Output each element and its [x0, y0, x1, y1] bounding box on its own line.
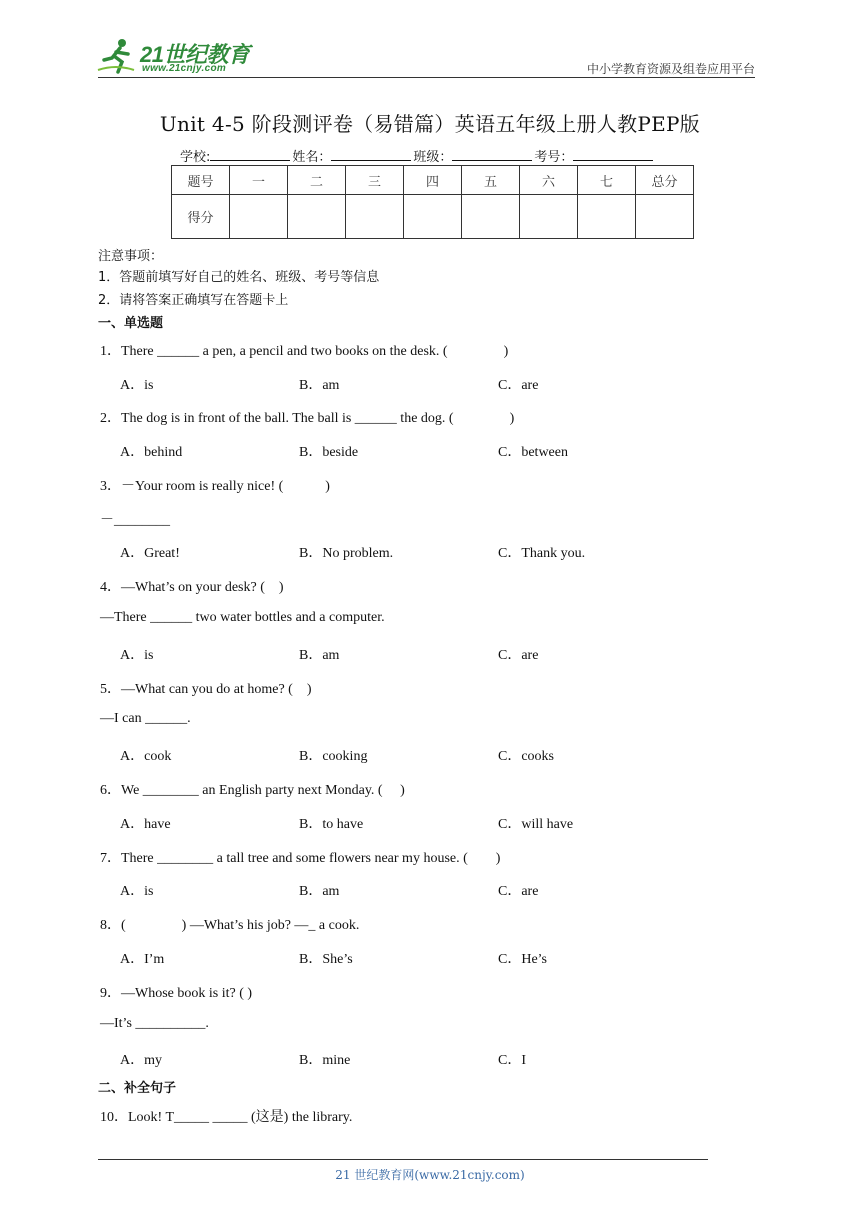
option-a[interactable]: A．is [120, 378, 154, 393]
header-platform-text: 中小学教育资源及组卷应用平台 [586, 62, 755, 76]
logo [96, 36, 256, 76]
score-table-header-row [172, 166, 694, 195]
score-cell[interactable] [346, 195, 404, 239]
option-c[interactable]: C．are [498, 884, 539, 899]
table-cell: 二 [288, 166, 346, 195]
question-5: 5．—What can you do at home? ( ) [100, 682, 312, 697]
option-a[interactable]: A．Great! [120, 546, 180, 561]
table-cell: 题号 [172, 166, 230, 195]
question-10: 10．Look! T_____ _____ (这是) the library. [100, 1110, 353, 1125]
option-c[interactable]: C．between [498, 445, 568, 460]
option-b[interactable]: B．am [299, 378, 340, 393]
logo-url: www.21cnjy.com [142, 63, 227, 74]
option-a[interactable]: A．cook [120, 749, 172, 764]
student-info-line [180, 146, 655, 165]
option-c[interactable]: C．will have [498, 817, 574, 832]
table-cell: 得分 [172, 195, 230, 239]
score-cell[interactable] [520, 195, 578, 239]
option-b[interactable]: B．mine [299, 1053, 351, 1068]
table-cell: 三 [346, 166, 404, 195]
note-item: 1．答题前填写好自己的姓名、班级、考号等信息 [98, 270, 380, 285]
class-label: 班级： [413, 150, 453, 165]
score-cell[interactable] [230, 195, 288, 239]
question-5-response: —I can ______. [100, 711, 191, 726]
option-a[interactable]: A．I’m [120, 952, 165, 967]
option-b[interactable]: B．am [299, 648, 340, 663]
footer-text: 21 世纪教育网(www.21cnjy.com) [335, 1168, 525, 1182]
note-item: 2．请将答案正确填写在答题卡上 [98, 293, 289, 308]
question-7: 7．There ________ a tall tree and some flowers near my house. ( ) [100, 851, 501, 866]
logo-text: 世纪教育 [163, 42, 250, 67]
score-cell[interactable] [404, 195, 462, 239]
table-cell: 五 [462, 166, 520, 195]
table-cell: 七 [578, 166, 636, 195]
question-4-response: —There ______ two water bottles and a computer. [100, 610, 385, 625]
option-c[interactable]: C．are [498, 378, 539, 393]
class-blank[interactable] [452, 148, 532, 161]
question-3-response: －________ [100, 513, 170, 528]
score-cell[interactable] [288, 195, 346, 239]
section-heading-single-choice: 一、单选题 [98, 316, 164, 331]
page-title: Unit 4-5 阶段测评卷（易错篇）英语五年级上册人教PEP版 [159, 112, 701, 136]
notes-heading: 注意事项： [98, 249, 164, 264]
question-6: 6．We ________ an English party next Monday. ( ) [100, 783, 405, 798]
school-blank[interactable] [210, 148, 290, 161]
logo-number: 21 [140, 42, 164, 67]
score-cell[interactable] [462, 195, 520, 239]
option-c[interactable]: C．I [498, 1053, 526, 1068]
option-b[interactable]: B．am [299, 884, 340, 899]
option-a[interactable]: A．my [120, 1053, 162, 1068]
option-a[interactable]: A．have [120, 817, 171, 832]
table-cell: 六 [520, 166, 578, 195]
option-b[interactable]: B．to have [299, 817, 364, 832]
option-c[interactable]: C．Thank you. [498, 546, 586, 561]
runner-logo-icon [96, 36, 136, 76]
option-a[interactable]: A．is [120, 884, 154, 899]
question-8: 8．( ) —What’s his job? —_ a cook. [100, 918, 360, 933]
option-a[interactable]: A．is [120, 648, 154, 663]
question-1: 1．There ______ a pen, a pencil and two books on the desk. ( ) [100, 344, 509, 359]
footer-divider [98, 1159, 708, 1160]
option-b[interactable]: B．She’s [299, 952, 353, 967]
section-heading-complete-sentences: 二、补全句子 [98, 1081, 177, 1096]
table-cell: 四 [404, 166, 462, 195]
option-c[interactable]: C．are [498, 648, 539, 663]
school-label: 学校: [180, 150, 211, 165]
question-4: 4．—What’s on your desk? ( ) [100, 580, 284, 595]
option-b[interactable]: B．cooking [299, 749, 368, 764]
option-b[interactable]: B．beside [299, 445, 359, 460]
exam-no-blank[interactable] [573, 148, 653, 161]
name-label: 姓名： [292, 150, 332, 165]
question-2: 2．The dog is in front of the ball. The ball is ______ the dog. ( ) [100, 411, 515, 426]
question-3: 3．－Your room is really nice! ( ) [100, 479, 330, 494]
score-table-score-row [172, 195, 694, 239]
header-divider [98, 77, 755, 78]
exam-no-label: 考号： [534, 150, 574, 165]
score-cell[interactable] [578, 195, 636, 239]
table-cell: 总分 [636, 166, 694, 195]
table-cell: 一 [230, 166, 288, 195]
option-a[interactable]: A．behind [120, 445, 183, 460]
name-blank[interactable] [331, 148, 411, 161]
option-c[interactable]: C．He’s [498, 952, 547, 967]
option-c[interactable]: C．cooks [498, 749, 554, 764]
score-table [171, 165, 694, 239]
option-b[interactable]: B．No problem. [299, 546, 394, 561]
question-9-response: —It’s __________. [100, 1016, 209, 1031]
score-cell[interactable] [636, 195, 694, 239]
question-9: 9．—Whose book is it? ( ) [100, 986, 253, 1001]
